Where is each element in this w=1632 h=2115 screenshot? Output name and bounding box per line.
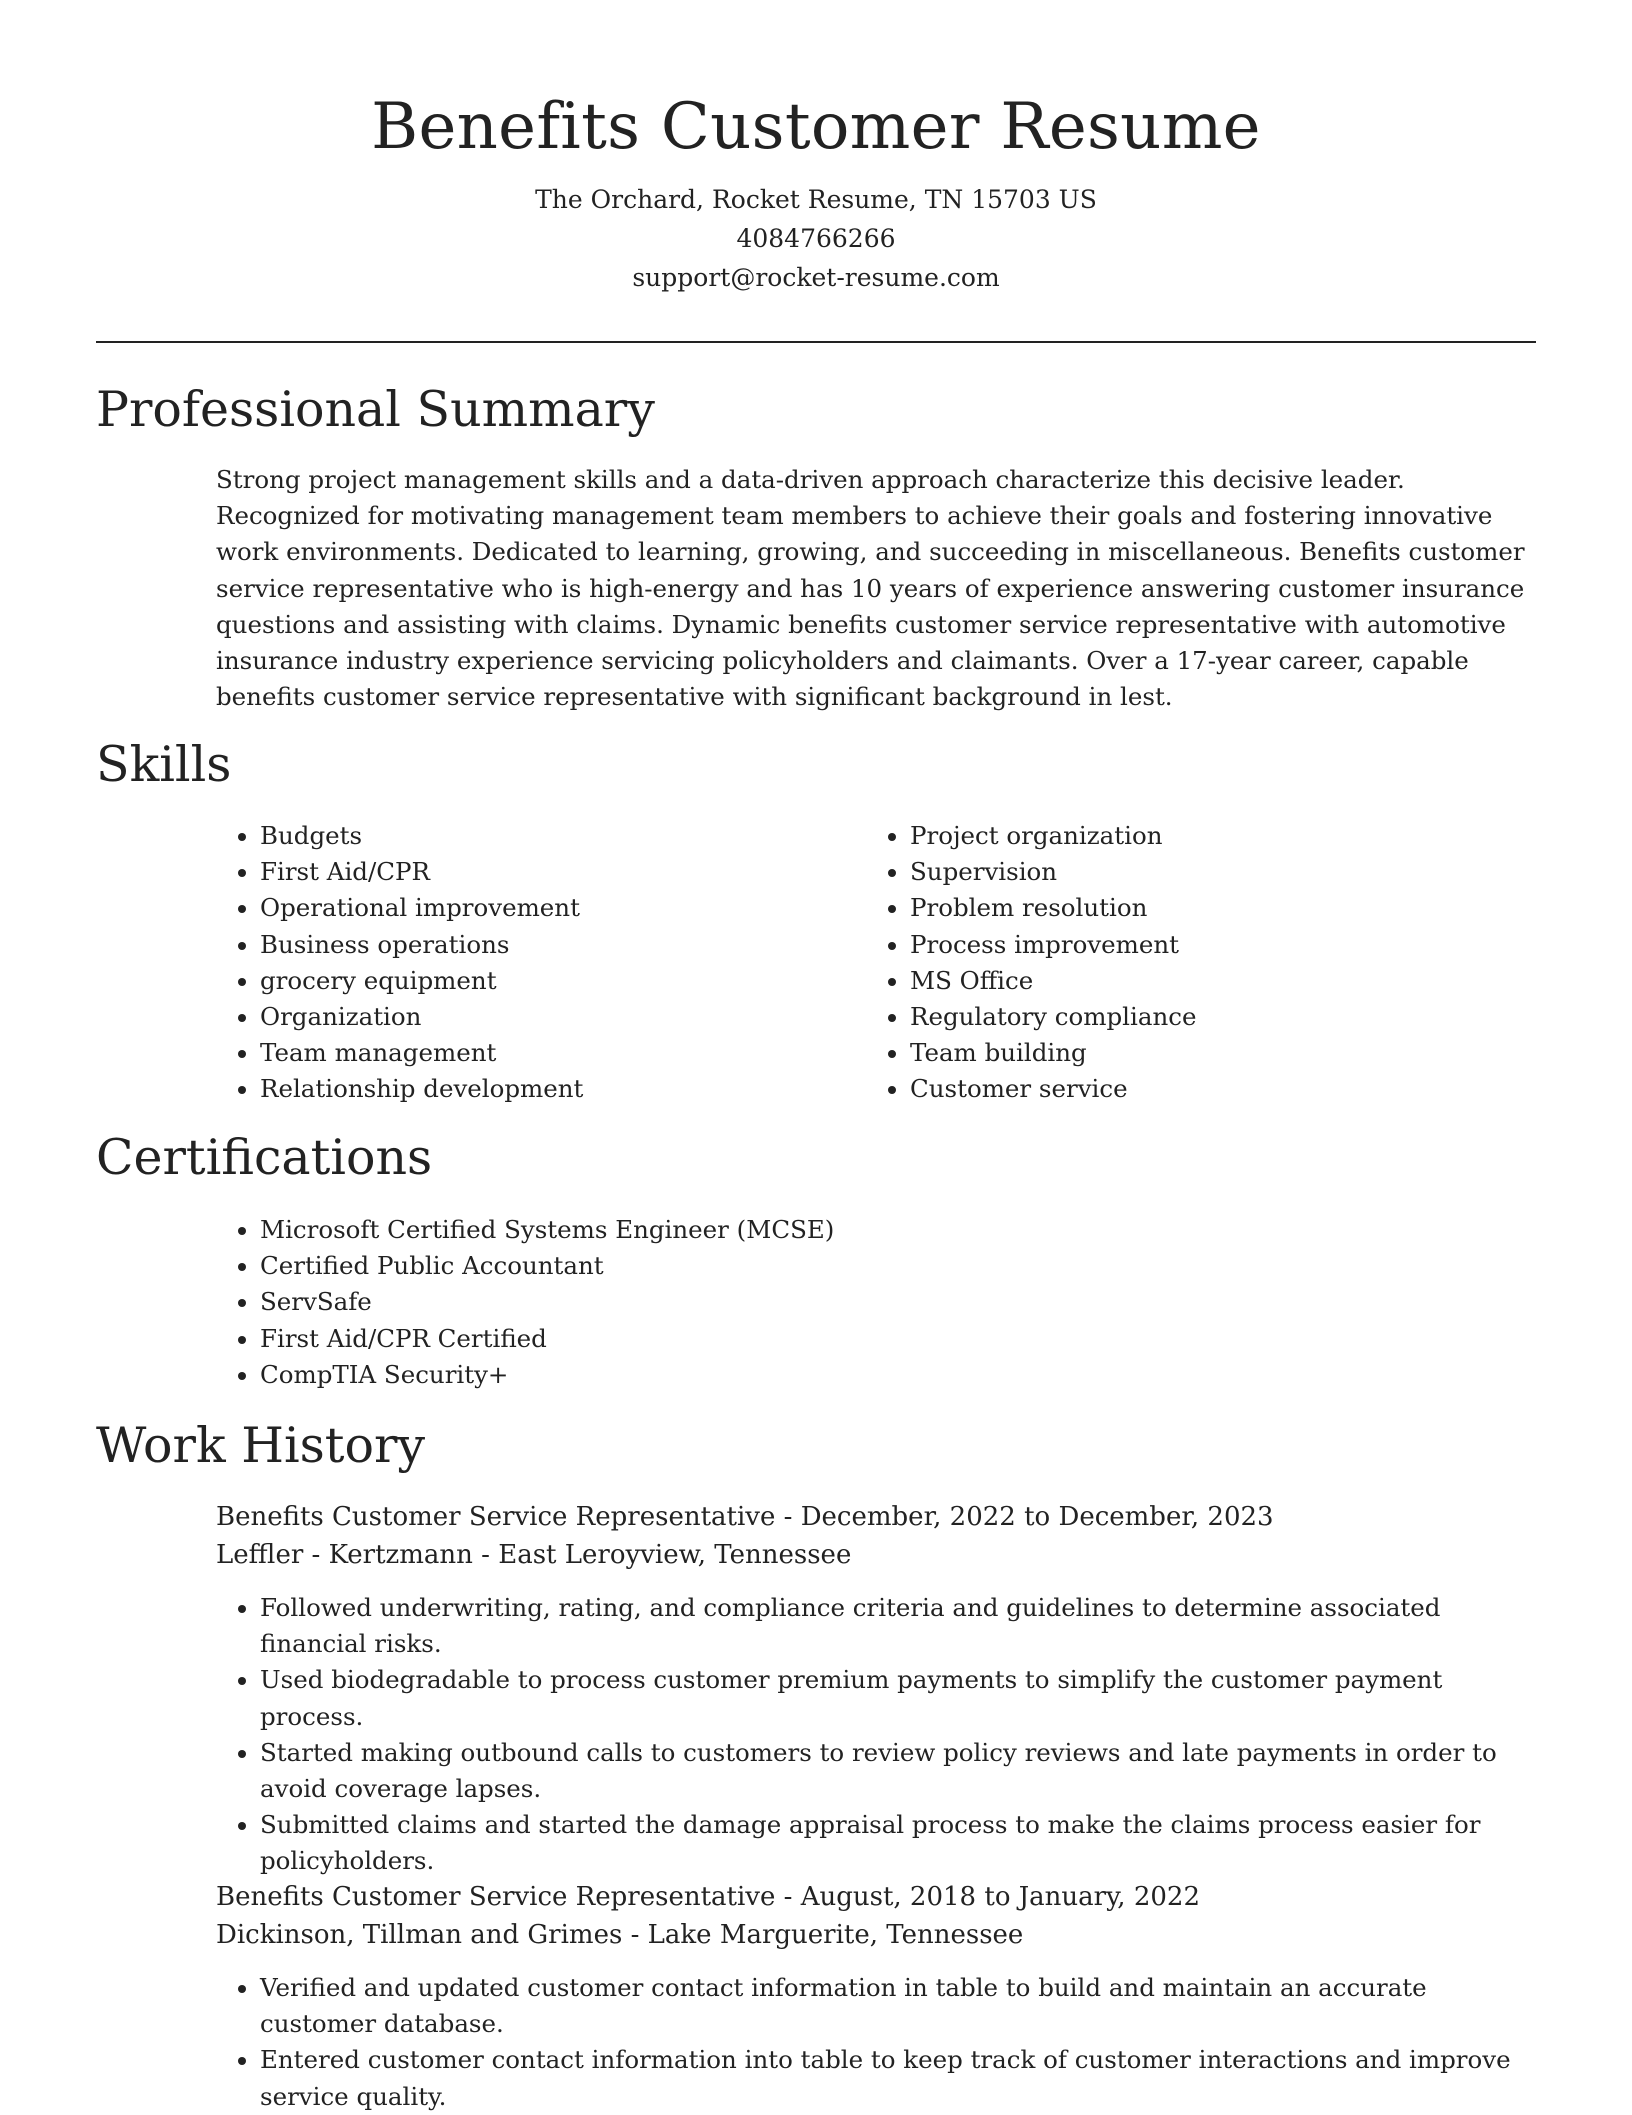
job-bullets (216, 1590, 1540, 1880)
job-entry (216, 1878, 1540, 2115)
list-item: • Project organization (910, 818, 1526, 854)
list-item: • Organization (260, 999, 816, 1035)
list-item: • First Aid/CPR (260, 854, 816, 890)
skills-list-left (216, 818, 816, 1108)
job-company: Dickinson, Tillman and Grimes (216, 1920, 623, 1950)
job-title-line (216, 1498, 1540, 1536)
job-location: Lake Marguerite, Tennessee (647, 1920, 1024, 1950)
list-item: • Operational improvement (260, 890, 816, 926)
list-item: • First Aid/CPR Certified (260, 1321, 1536, 1357)
contact-phone: 4084766266 (736, 224, 896, 253)
list-item: • CompTIA Security+ (260, 1357, 1536, 1393)
job-entry (216, 1498, 1540, 1880)
list-item: • Relationship development (260, 1071, 816, 1107)
resume-name: Benefits Customer Resume (371, 90, 1261, 164)
contact-address: The Orchard, Rocket Resume, TN 15703 US (535, 185, 1097, 214)
job-bullets (216, 1970, 1540, 2115)
job-sep: - (783, 1882, 801, 1912)
list-item: • Supervision (910, 854, 1526, 890)
skills-list-right (866, 818, 1526, 1108)
list-item: • ServSafe (260, 1284, 1536, 1320)
list-item: • Business operations (260, 927, 816, 963)
list-item: • Process improvement (910, 927, 1526, 963)
list-item: • Microsoft Certified Systems Engineer (MCSE) (260, 1212, 1536, 1248)
job-sep: - (783, 1502, 801, 1532)
skills-column-left (216, 818, 816, 1108)
skills-column-right (866, 818, 1526, 1108)
list-item: • Followed underwriting, rating, and compliance criteria and guidelines to determine associated financial risks. (260, 1590, 1540, 1662)
job-location: East Leroyview, Tennessee (498, 1540, 852, 1570)
list-item: • Used biodegradable to process customer premium payments to simplify the customer payment process. (260, 1662, 1540, 1734)
list-item: • Budgets (260, 818, 816, 854)
list-item: • Entered customer contact information into table to keep track of customer interactions and improve service quality. (260, 2042, 1540, 2114)
list-item: • Certified Public Accountant (260, 1248, 1536, 1284)
job-company: Leffler - Kertzmann (216, 1540, 473, 1570)
section-title-work-history: Work History (96, 1417, 426, 1474)
job-role: Benefits Customer Service Representative (216, 1502, 776, 1532)
section-title-summary: Professional Summary (96, 381, 655, 438)
job-role: Benefits Customer Service Representative (216, 1882, 776, 1912)
job-company-line (216, 1916, 1540, 1954)
list-item: • grocery equipment (260, 963, 816, 999)
job-dates: August, 2018 to January, 2022 (800, 1882, 1201, 1912)
list-item: • Customer service (910, 1071, 1526, 1107)
header-divider (96, 341, 1536, 343)
job-sep: - (630, 1920, 648, 1950)
contact-email: support@rocket-resume.com (632, 263, 1000, 292)
summary-text: Strong project management skills and a data-driven approach characterize this decisive leader. Recognized for motivating management team members to achieve their goals and fostering innovative work environments. Dedicated to learning, growing, and succeeding in miscellaneous. Benefits customer service representative who is high-energy and has 10 years of experience answering customer insurance questions and assisting with claims. Dynamic benefits customer service representative with automotive insurance industry experience servicing policyholders and claimants. Over a 17-year career, capable benefits customer service representative with significant background in lest. (216, 465, 1525, 712)
section-title-skills: Skills (96, 736, 232, 793)
list-item: • Team management (260, 1035, 816, 1071)
job-dates: December, 2022 to December, 2023 (800, 1502, 1274, 1532)
section-title-certifications: Certifications (96, 1129, 433, 1186)
list-item: • Verified and updated customer contact information in table to build and maintain an accurate customer database. (260, 1970, 1540, 2042)
contact-block (0, 180, 1632, 297)
list-item: • Regulatory compliance (910, 999, 1526, 1035)
list-item: • Problem resolution (910, 890, 1526, 926)
certifications-block (216, 1212, 1536, 1393)
list-item: • Team building (910, 1035, 1526, 1071)
resume-header (0, 0, 1632, 297)
job-title-line (216, 1878, 1540, 1916)
list-item: • Submitted claims and started the damage appraisal process to make the claims process easier for policyholders. (260, 1807, 1540, 1879)
job-company-line (216, 1536, 1540, 1574)
list-item: • Started making outbound calls to customers to review policy reviews and late payments in order to avoid coverage lapses. (260, 1735, 1540, 1807)
certifications-list (216, 1212, 1536, 1393)
job-sep: - (481, 1540, 499, 1570)
list-item: • MS Office (910, 963, 1526, 999)
